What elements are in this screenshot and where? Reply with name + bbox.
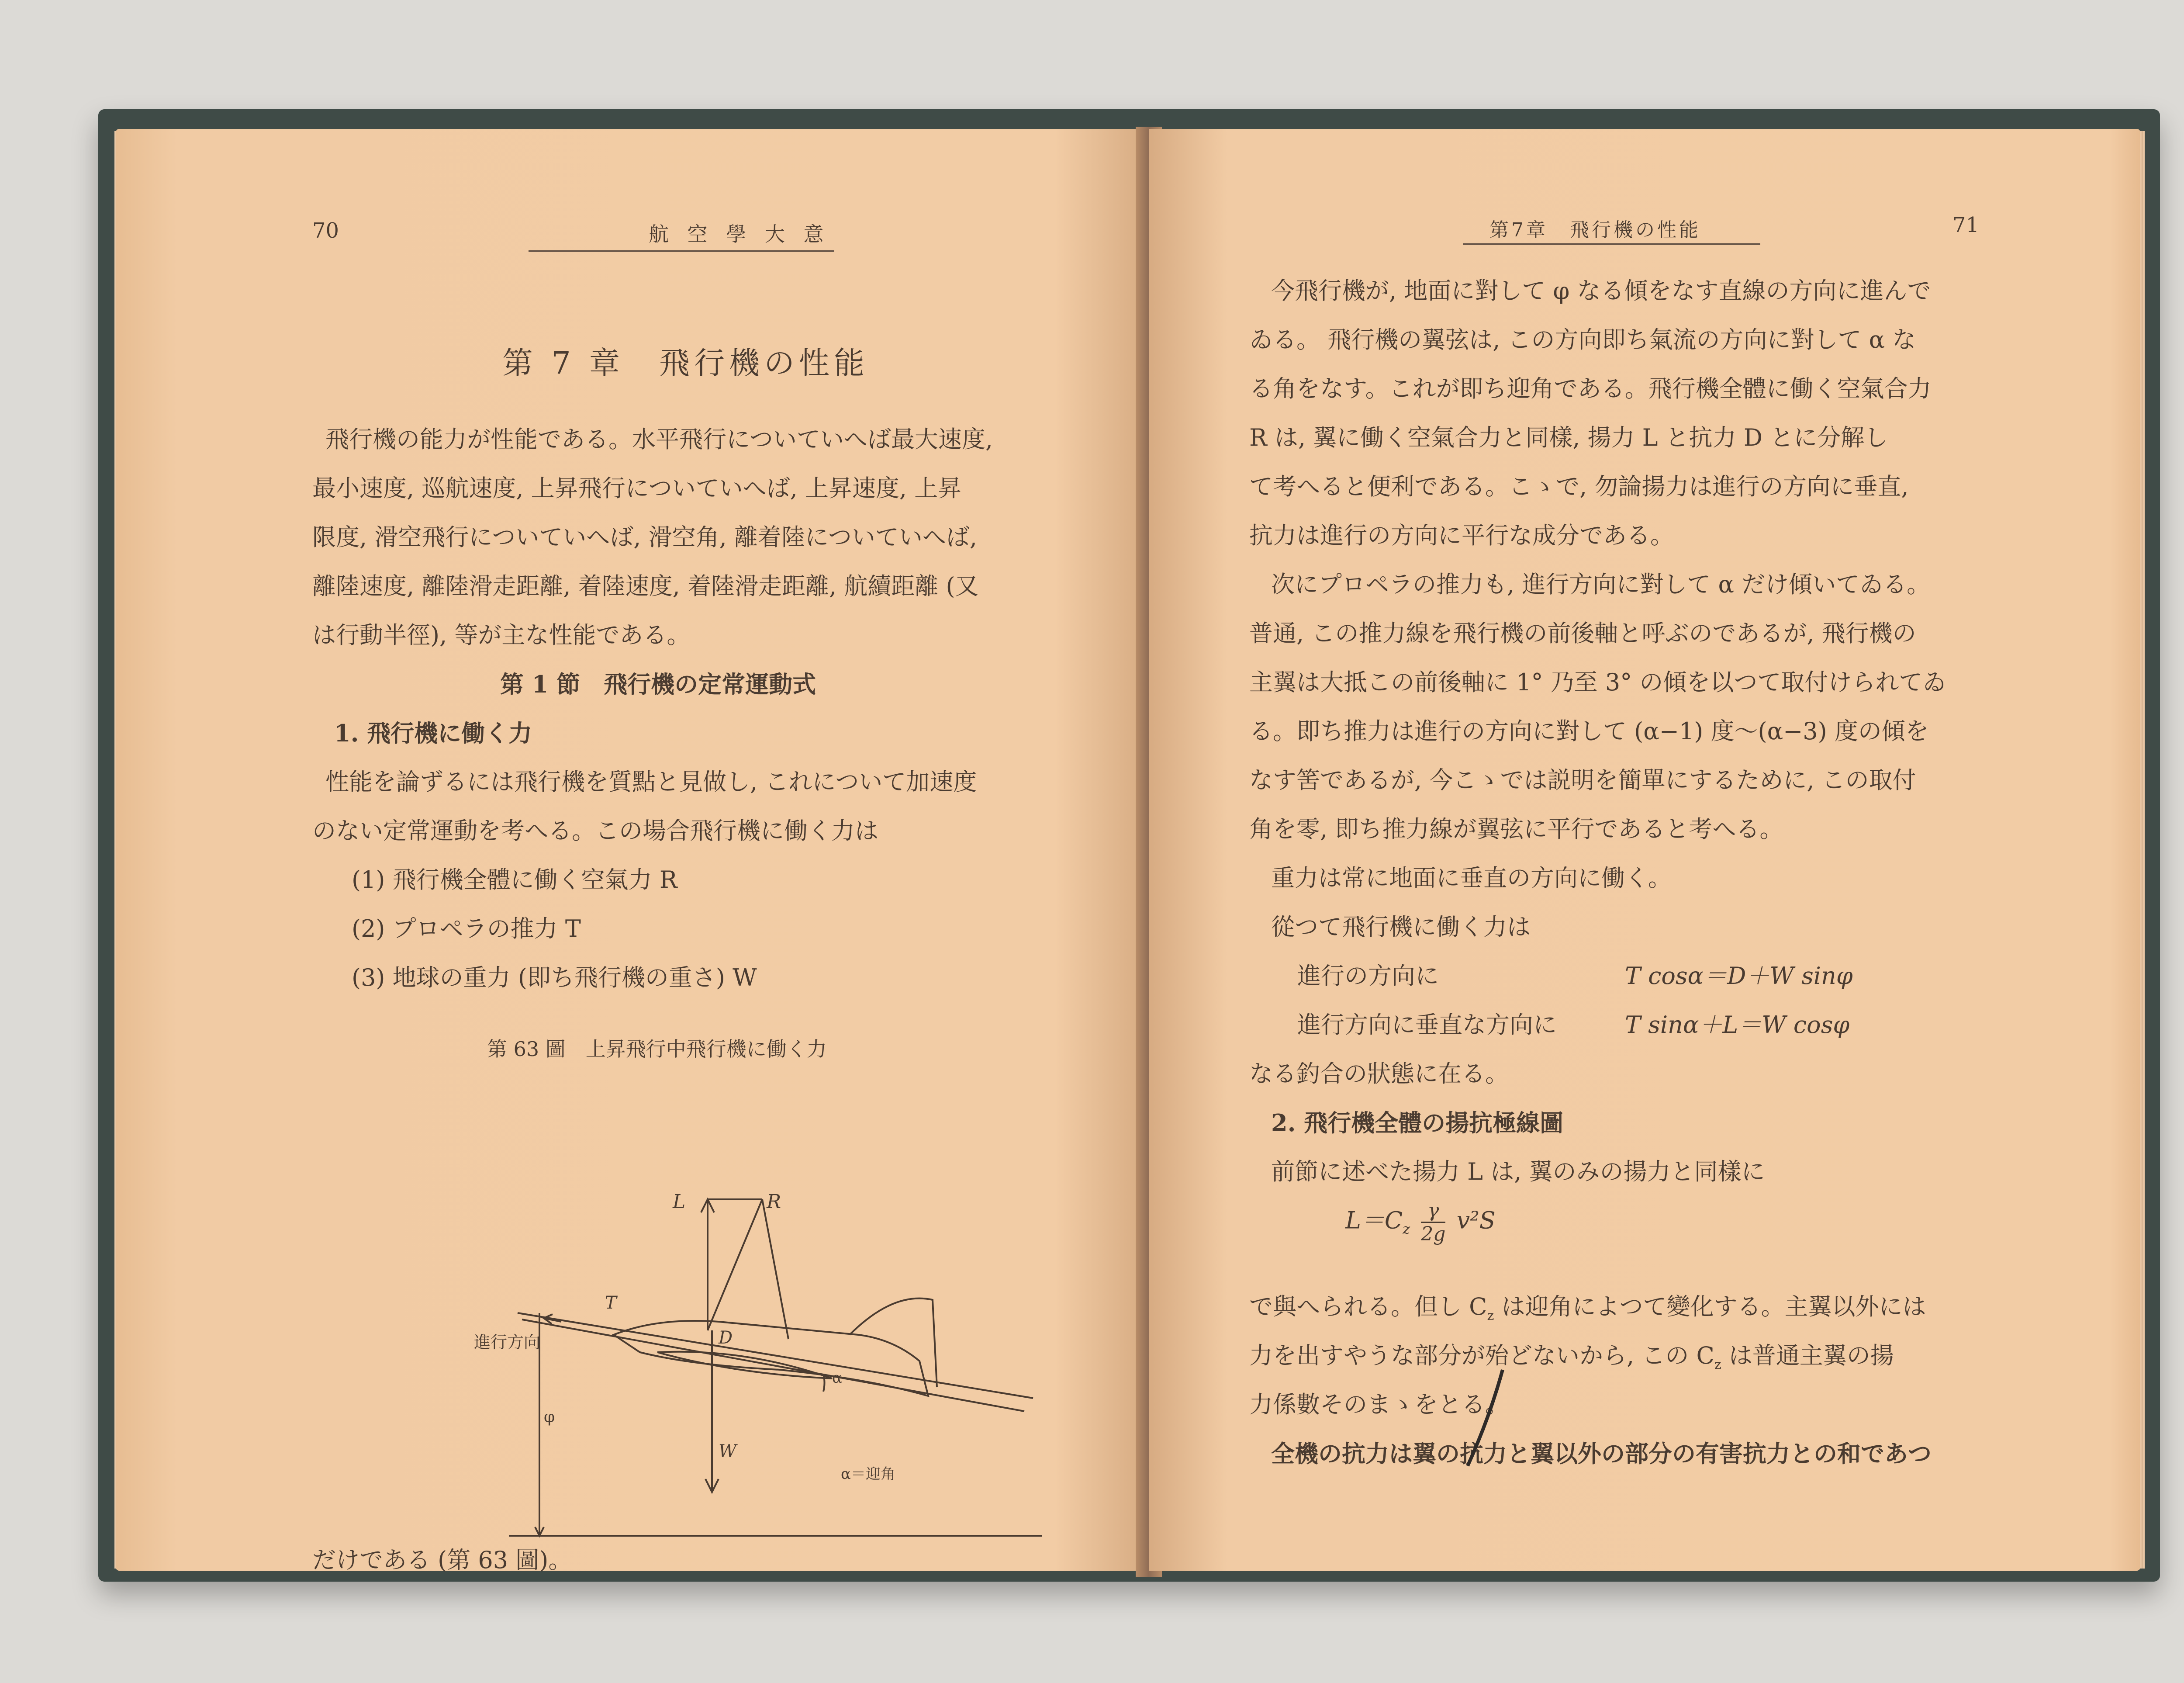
subsection-heading: 2. 飛行機全體の揚抗極線圖 <box>1271 1109 1564 1137</box>
fuselage-outline <box>614 1321 928 1396</box>
alpha-arc <box>823 1374 825 1392</box>
para2-line: 普通, この推力線を飛行機の前後軸と呼ぶのであるが, 飛行機の <box>1249 620 1916 647</box>
equation-1-label: 進行の方向に <box>1297 962 1439 990</box>
equation-2-label: 進行方向に垂直な方向に <box>1297 1011 1557 1039</box>
force-item: (1) 飛行機全體に働く空氣力 R <box>352 866 677 893</box>
header-rule <box>529 250 834 252</box>
label-D: D <box>719 1328 733 1348</box>
para1-line: て考へると便利である。こゝで, 勿論揚力は進行の方向に垂直, <box>1249 473 1909 500</box>
lift-formula <box>1345 1199 1496 1245</box>
para3-text: で與へられる。但し C <box>1249 1293 1487 1320</box>
para3-line: 力係數そのまゝをとる。 <box>1249 1391 1509 1418</box>
formula-subscript: z <box>1403 1220 1410 1237</box>
page-number: 70 <box>312 218 339 243</box>
chapter-title: 第 7 章 飛行機の性能 <box>502 345 869 381</box>
running-header: 第7章 飛行機の性能 <box>1489 219 1701 241</box>
resultant-vector <box>708 1199 762 1330</box>
formula-numerator: γ <box>1421 1199 1445 1223</box>
force-item: (2) プロペラの推力 T <box>352 915 581 942</box>
left-page <box>116 129 1142 1574</box>
force-item: (3) 地球の重力 (即ち飛行機の重さ) W <box>352 964 757 991</box>
label-R: R <box>767 1191 781 1213</box>
parallelogram-side <box>762 1199 788 1339</box>
para1-line: ゐる。 飛行機の翼弦は, この方向即ち氣流の方向に對して α な <box>1249 326 1916 353</box>
label-angle-of-attack: α＝迎角 <box>841 1465 895 1483</box>
para2-line: 次にプロペラの推力も, 進行方向に對して α だけ傾いてゐる。 <box>1271 571 1931 598</box>
equilibrium-line: なる釣合の狀態に在る。 <box>1249 1060 1509 1087</box>
para1-line: R は, 翼に働く空氣合力と同樣, 揚力 L と抗力 D とに分解し <box>1249 424 1888 451</box>
formula-tail: v²S <box>1456 1206 1496 1234</box>
gravity-line: 重力は常に地面に垂直の方向に働く。 <box>1271 864 1672 892</box>
figure-caption: 第 63 圖 上昇飛行中飛行機に働く力 <box>487 1037 827 1061</box>
formula-lhs: L＝C <box>1345 1206 1403 1234</box>
intro-line: 最小速度, 巡航速度, 上昇飛行についていへば, 上昇速度, 上昇 <box>312 474 962 502</box>
flight-path-line <box>518 1313 1033 1398</box>
tail-fin <box>850 1299 937 1387</box>
coefficient-subscript: z <box>1714 1357 1721 1372</box>
para1-line: 抗力は進行の方向に平行な成分である。 <box>1249 522 1674 549</box>
subsection-heading: 1. 飛行機に働く力 <box>334 719 532 747</box>
formula-denominator: 2g <box>1421 1223 1446 1245</box>
label-alpha: α <box>832 1369 842 1387</box>
label-direction: 進行方向 <box>474 1333 541 1352</box>
para1-line: 今飛行機が, 地面に對して φ なる傾をなす直線の方向に進んで <box>1271 277 1931 305</box>
section-heading: 第 1 節 飛行機の定常運動式 <box>500 670 816 698</box>
thrust-line <box>522 1319 1024 1411</box>
body-line: のない定常運動を考へる。この場合飛行機に働く力は <box>312 817 878 845</box>
equation-2: T sinα＋L＝W cosφ <box>1625 1011 1850 1039</box>
right-page <box>1149 129 2140 1571</box>
last-line: 全機の抗力は翼の抗力と翼以外の部分の有害抗力との和であつ <box>1271 1440 1932 1468</box>
wing-outline <box>657 1352 832 1378</box>
intro-line: 限度, 滑空飛行についていへば, 滑空角, 離着陸についていへば, <box>312 523 977 551</box>
aircraft-force-diagram <box>474 1191 1094 1558</box>
body-line: 性能を論ずるには飛行機を質點と見做し, これについて加速度 <box>325 768 977 796</box>
coefficient-subscript: z <box>1487 1308 1494 1323</box>
para2-line: 角を零, 即ち推力線が翼弦に平行であると考へる。 <box>1249 815 1783 843</box>
header-rule <box>1463 243 1760 245</box>
formula-fraction <box>1421 1199 1445 1245</box>
forces-intro: 從つて飛行機に働く力は <box>1271 913 1531 941</box>
para1-line: る角をなす。これが即ち迎角である。飛行機全體に働く空氣合力 <box>1249 375 1932 402</box>
label-W: W <box>719 1441 737 1461</box>
running-header: 航 空 學 大 意 <box>649 222 830 246</box>
intro-line: 離陸速度, 離陸滑走距離, 着陸速度, 着陸滑走距離, 航續距離 (又 <box>312 572 979 600</box>
intro-line: は行動半徑), 等が主な性能である。 <box>312 621 691 649</box>
page-number: 71 <box>1952 213 1980 237</box>
para3-text: は普通主翼の揚 <box>1721 1342 1894 1369</box>
equation-1: T cosα＝D＋W sinφ <box>1625 962 1853 990</box>
label-T: T <box>605 1293 617 1313</box>
para3-text: 力を出すやうな部分が殆どないから, この C <box>1249 1342 1714 1369</box>
intro-line: 飛行機の能力が性能である。水平飛行についていへば最大速度, <box>325 426 993 453</box>
lift-intro: 前節に述べた揚力 L は, 翼のみの揚力と同樣に <box>1271 1158 1765 1185</box>
para2-line: る。即ち推力は進行の方向に對して (α−1) 度〜(α−3) 度の傾を <box>1249 717 1929 745</box>
para2-line: 主翼は大抵この前後軸に 1° 乃至 3° の傾を以つて取付けられてゐ <box>1249 668 1946 696</box>
pencil-mark <box>1455 1365 1516 1470</box>
closing-line: だけである (第 63 圖)。 <box>312 1546 572 1574</box>
label-phi: φ <box>544 1408 555 1426</box>
label-L: L <box>673 1191 686 1213</box>
para2-line: なす筈であるが, 今こゝでは説明を簡單にするために, この取付 <box>1249 766 1916 794</box>
para3-text: は迎角によつて變化する。主翼以外には <box>1494 1293 1926 1320</box>
